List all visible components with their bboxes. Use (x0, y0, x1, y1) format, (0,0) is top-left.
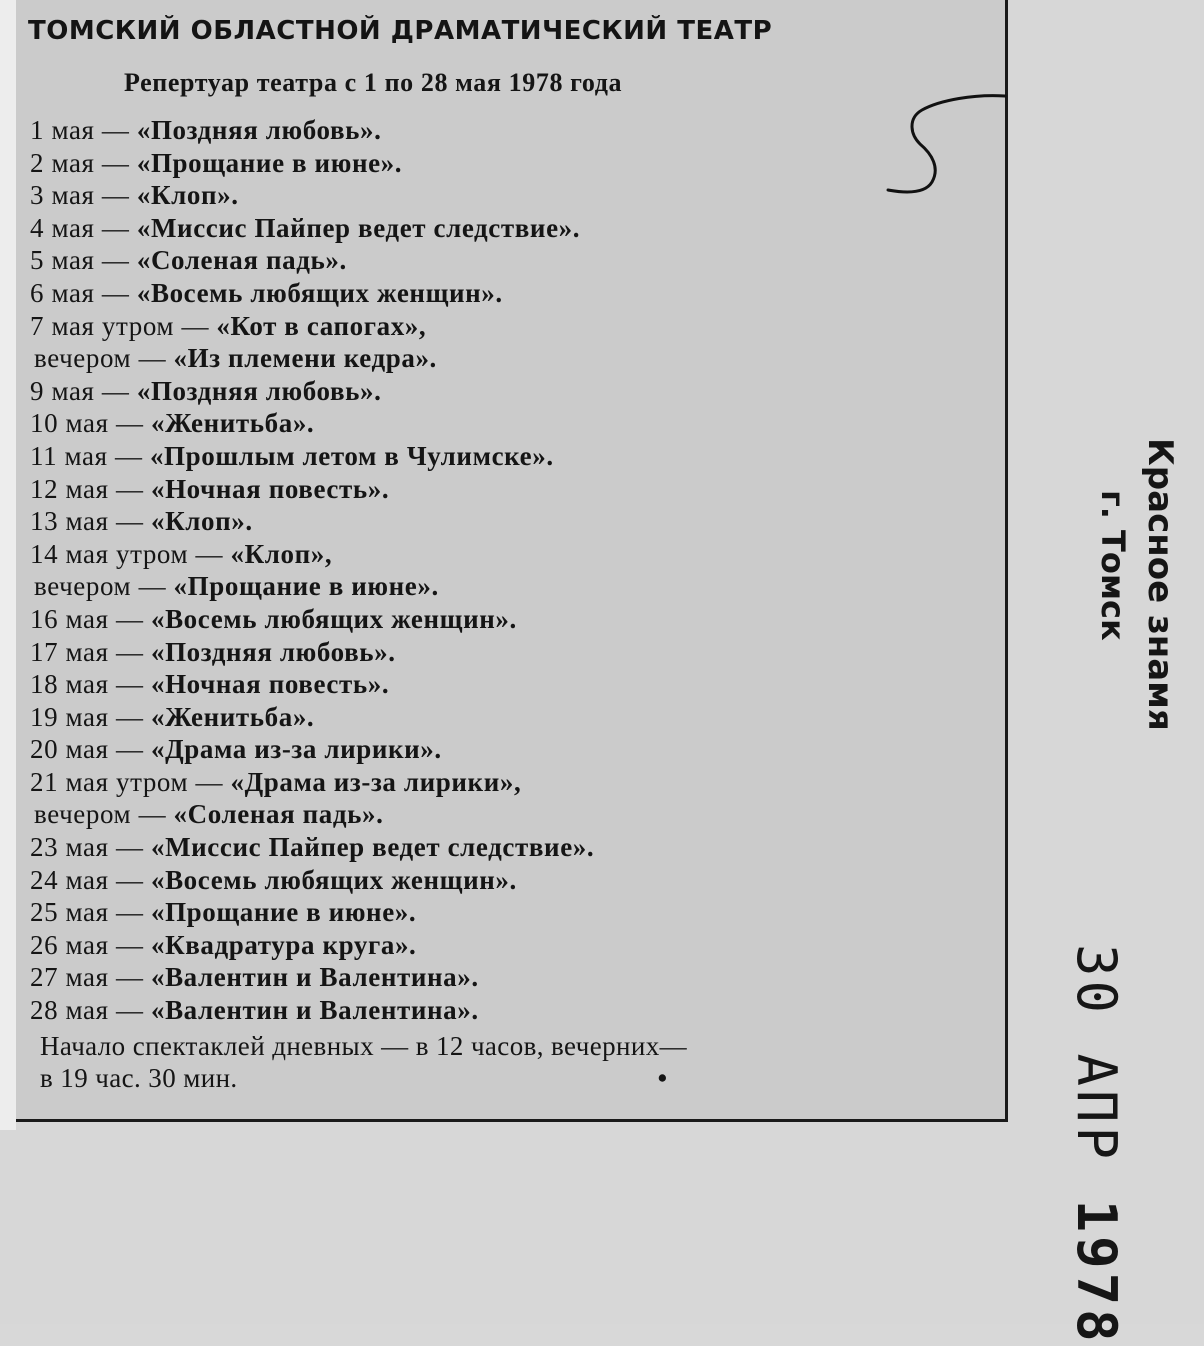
newspaper-source-stamp (1060, 430, 1180, 810)
schedule-entry (30, 896, 1000, 929)
entry-play: «Валентин и Валентина». (150, 995, 479, 1026)
entry-date: 1 мая — (30, 115, 137, 145)
schedule-entry (30, 929, 1000, 962)
entry-play: «Прощание в июне». (173, 571, 439, 602)
entry-play: «Квадратура круга». (150, 929, 417, 960)
entry-date: 20 мая — (30, 734, 151, 765)
clipping-left-margin (0, 0, 16, 1130)
entry-play: «Соленая падь». (136, 245, 347, 276)
schedule-entry (30, 733, 1000, 766)
entry-play: «Прошлым летом в Чулимске». (149, 440, 554, 471)
entry-date: 6 мая — (30, 277, 137, 308)
entry-date: вечером — (34, 343, 174, 374)
schedule-entry (30, 310, 1000, 343)
entry-play: «Драма из-за лирики». (150, 734, 442, 765)
entry-play: «Драма из-за лирики», (230, 766, 522, 797)
newspaper-clipping (16, 0, 1008, 1122)
entry-date: 10 мая — (30, 408, 151, 439)
entry-date: 4 мая — (30, 212, 137, 243)
theatre-title: ТОМСКИЙ ОБЛАСТНОЙ ДРАМАТИЧЕСКИЙ ТЕАТР (28, 16, 773, 46)
schedule-entry (30, 277, 1000, 310)
entry-date: 9 мая — (30, 375, 137, 406)
entry-date: 16 мая — (30, 603, 151, 634)
entry-date: 18 мая — (30, 669, 151, 700)
entry-play: «Клоп». (136, 180, 239, 211)
schedule-entry-evening (30, 342, 1000, 375)
entry-play: «Ночная повесть». (150, 669, 390, 700)
entry-play: «Восемь любящих женщин». (150, 864, 517, 895)
entry-play: «Поздняя любовь». (136, 115, 382, 145)
entry-play: «Клоп», (230, 538, 333, 569)
entry-play: «Восемь любящих женщин». (136, 277, 503, 308)
showtimes-evening: в 19 час. 30 мин. (40, 1063, 238, 1093)
entry-date: вечером — (34, 799, 174, 830)
entry-date: 21 мая утром — (30, 766, 231, 797)
schedule-entry (30, 701, 1000, 734)
schedule-entry (30, 668, 1000, 701)
entry-play: «Кот в сапогах», (216, 310, 427, 341)
entry-play: «Поздняя любовь». (150, 636, 396, 667)
entry-date: 27 мая — (30, 962, 151, 993)
schedule-entry (30, 603, 1000, 636)
schedule-entry (30, 244, 1000, 277)
entry-play: «Поздняя любовь». (136, 375, 382, 406)
entry-play: «Из племени кедра». (173, 343, 437, 374)
schedule-entry (30, 505, 1000, 538)
entry-play: «Ночная повесть». (150, 473, 390, 504)
entry-play: «Соленая падь». (173, 799, 384, 830)
schedule-entry (30, 766, 1000, 799)
schedule-entry-evening (30, 570, 1000, 603)
newspaper-city: г. Томск (1094, 490, 1132, 641)
entry-play: «Миссис Пайпер ведет следствие». (136, 212, 581, 243)
entry-date: 13 мая — (30, 506, 151, 537)
schedule-entry (30, 179, 1000, 212)
entry-play: «Прощание в июне». (136, 147, 403, 178)
entry-date: 5 мая — (30, 245, 137, 276)
schedule-entry (30, 407, 1000, 440)
schedule-entry (30, 375, 1000, 408)
entry-play: «Женитьба». (150, 701, 315, 732)
entry-date: 3 мая — (30, 180, 137, 211)
showtimes-line-1: Начало спектаклей дневных — в 12 часов, вечерних— (40, 1031, 688, 1061)
entry-date: 24 мая — (30, 864, 151, 895)
entry-date: 28 мая — (30, 995, 151, 1026)
date-stamp-year: 1978 (1065, 1199, 1128, 1346)
entry-date: 12 мая — (30, 473, 151, 504)
schedule-entry (30, 114, 1000, 147)
schedule-entry-evening (30, 798, 1000, 831)
showtimes-line-2 (40, 1062, 1000, 1094)
entry-date: 26 мая — (30, 929, 151, 960)
schedule-entry (30, 994, 1000, 1027)
end-bullet: • (657, 1063, 668, 1093)
entry-play: «Клоп». (150, 506, 253, 537)
entry-date: вечером — (34, 571, 174, 602)
schedule-entry (30, 473, 1000, 506)
entry-play: «Валентин и Валентина». (150, 962, 479, 993)
entry-date: 11 мая — (30, 440, 150, 471)
entry-date: 7 мая утром — (30, 310, 217, 341)
pen-mark-icon (880, 90, 1010, 220)
entry-play: «Женитьба». (150, 408, 315, 439)
entry-play: «Прощание в июне». (150, 897, 417, 928)
schedule-entry (30, 147, 1000, 180)
schedule-entry (30, 212, 1000, 245)
entry-date: 2 мая — (30, 147, 137, 178)
repertoire-schedule (30, 114, 1000, 1027)
date-stamp (1065, 944, 1128, 1346)
entry-date: 25 мая — (30, 897, 151, 928)
entry-play: «Восемь любящих женщин». (150, 603, 517, 634)
schedule-entry (30, 636, 1000, 669)
schedule-entry (30, 961, 1000, 994)
newspaper-name: Красное знамя (1140, 438, 1180, 731)
entry-date: 19 мая — (30, 701, 151, 732)
entry-date: 23 мая — (30, 832, 151, 863)
date-stamp-day-month: 30 АПР (1065, 944, 1128, 1200)
entry-date: 17 мая — (30, 636, 151, 667)
repertoire-subtitle: Репертуар театра с 1 по 28 мая 1978 года (124, 68, 623, 97)
schedule-entry (30, 864, 1000, 897)
schedule-entry (30, 831, 1000, 864)
showtimes-note (40, 1030, 1000, 1094)
schedule-entry (30, 440, 1000, 473)
schedule-entry (30, 538, 1000, 571)
entry-play: «Миссис Пайпер ведет следствие». (150, 832, 595, 863)
entry-date: 14 мая утром — (30, 538, 231, 569)
